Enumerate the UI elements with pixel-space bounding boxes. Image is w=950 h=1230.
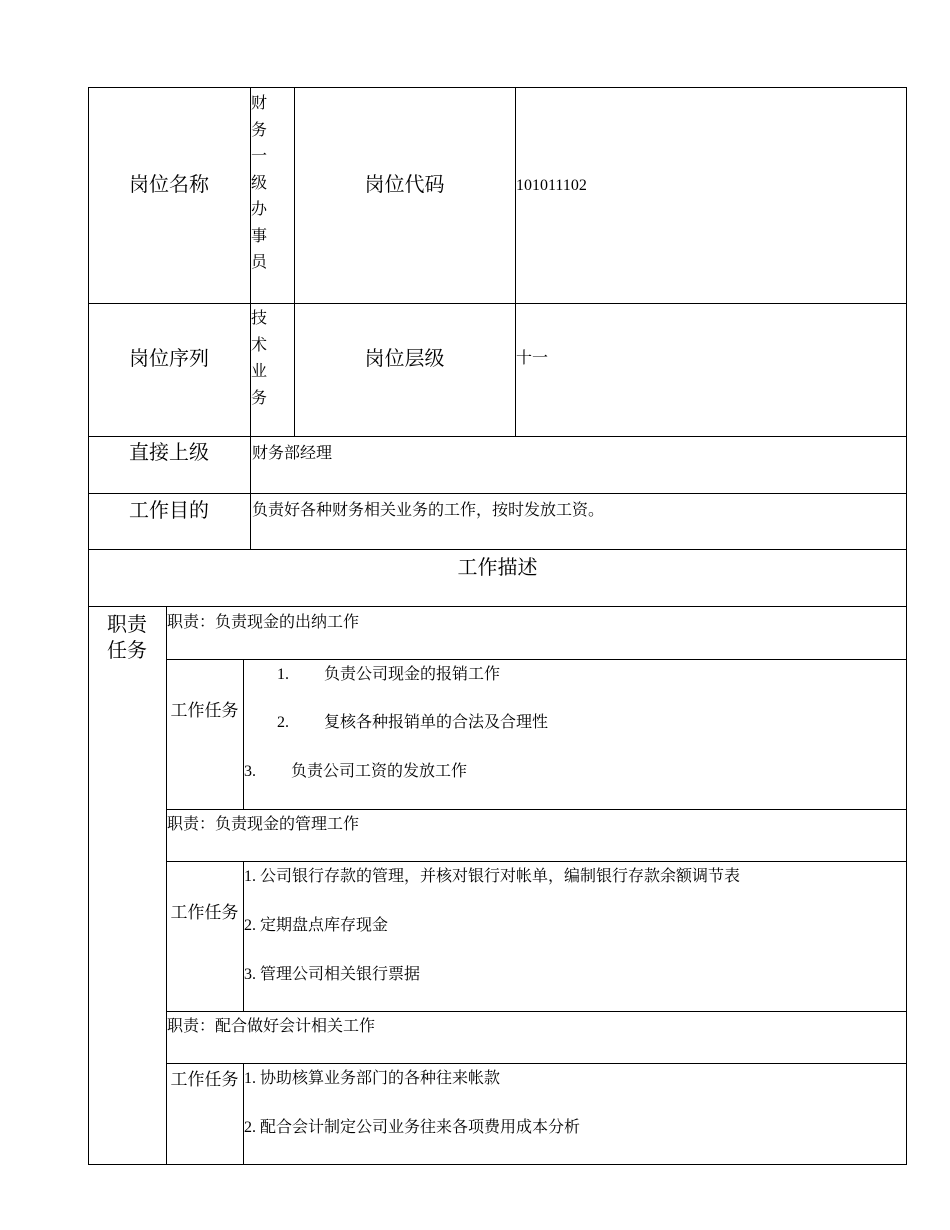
task-num: 2. [277, 714, 289, 731]
row-divider [166, 861, 907, 862]
task-num: 1. [244, 1070, 256, 1087]
row-divider [166, 659, 907, 660]
row-divider [88, 436, 907, 437]
column-divider [294, 87, 295, 437]
task-text: 负责公司工资的发放工作 [291, 763, 468, 780]
task-num: 3. [244, 966, 256, 983]
row-divider [88, 549, 907, 550]
section-title: 工作描述 [457, 557, 538, 579]
duty-task-label-line1: 职责 [107, 614, 147, 636]
row-divider [166, 809, 907, 810]
post-sequence-value: 技术业务 [251, 310, 268, 407]
task-text: 复核各种报销单的合法及合理性 [324, 714, 549, 731]
task-item [244, 1116, 580, 1140]
task-label: 工作任务 [170, 701, 239, 720]
duty-task-label [88, 612, 166, 664]
post-code-value: 101011102 [516, 177, 587, 194]
post-level-value: 十一 [516, 350, 549, 367]
duty-title: 职责：负责现金的出纳工作 [167, 614, 360, 631]
post-sequence-label: 岗位序列 [129, 348, 209, 370]
task-text: 配合会计制定公司业务往来各项费用成本分析 [260, 1119, 581, 1136]
table-border-bottom [88, 1164, 907, 1165]
row-divider [88, 493, 907, 494]
task-text: 公司银行存款的管理，并核对银行对帐单，编制银行存款余额调节表 [260, 868, 741, 885]
task-label: 工作任务 [170, 1070, 239, 1089]
row-divider [166, 1063, 907, 1064]
column-divider [243, 659, 244, 810]
superior-value: 财务部经理 [252, 445, 333, 462]
post-code-label: 岗位代码 [364, 174, 445, 196]
row-divider [166, 1011, 907, 1012]
post-level-label: 岗位层级 [364, 348, 445, 370]
purpose-value: 负责好各种财务相关业务的工作，按时发放工资。 [252, 502, 605, 519]
task-num: 1. [277, 666, 289, 683]
task-text: 管理公司相关银行票据 [260, 966, 421, 983]
task-num: 2. [244, 1119, 256, 1136]
duty-task-label-line2: 任务 [107, 640, 147, 662]
duty-title: 职责：负责现金的管理工作 [167, 816, 360, 833]
row-divider [88, 303, 907, 304]
task-num: 1. [244, 868, 256, 885]
task-item [244, 963, 420, 987]
task-item [244, 865, 740, 889]
task-text: 协助核算业务部门的各种往来帐款 [260, 1070, 501, 1087]
row-divider [88, 606, 907, 607]
task-item [244, 914, 388, 938]
table-border-right [906, 87, 907, 1165]
post-name-value: 财务一级办事员 [251, 95, 268, 271]
duty-title: 职责：配合做好会计相关工作 [167, 1018, 376, 1035]
task-text: 负责公司现金的报销工作 [324, 666, 501, 683]
column-divider [515, 87, 516, 437]
superior-label: 直接上级 [129, 442, 209, 464]
task-text: 定期盘点库存现金 [260, 917, 389, 934]
task-item [244, 1067, 500, 1091]
task-num: 2. [244, 917, 256, 934]
task-label: 工作任务 [170, 903, 239, 922]
table-border-top [88, 87, 907, 88]
post-name-label: 岗位名称 [129, 174, 209, 196]
task-num: 3. [244, 763, 256, 780]
purpose-label: 工作目的 [129, 500, 209, 522]
